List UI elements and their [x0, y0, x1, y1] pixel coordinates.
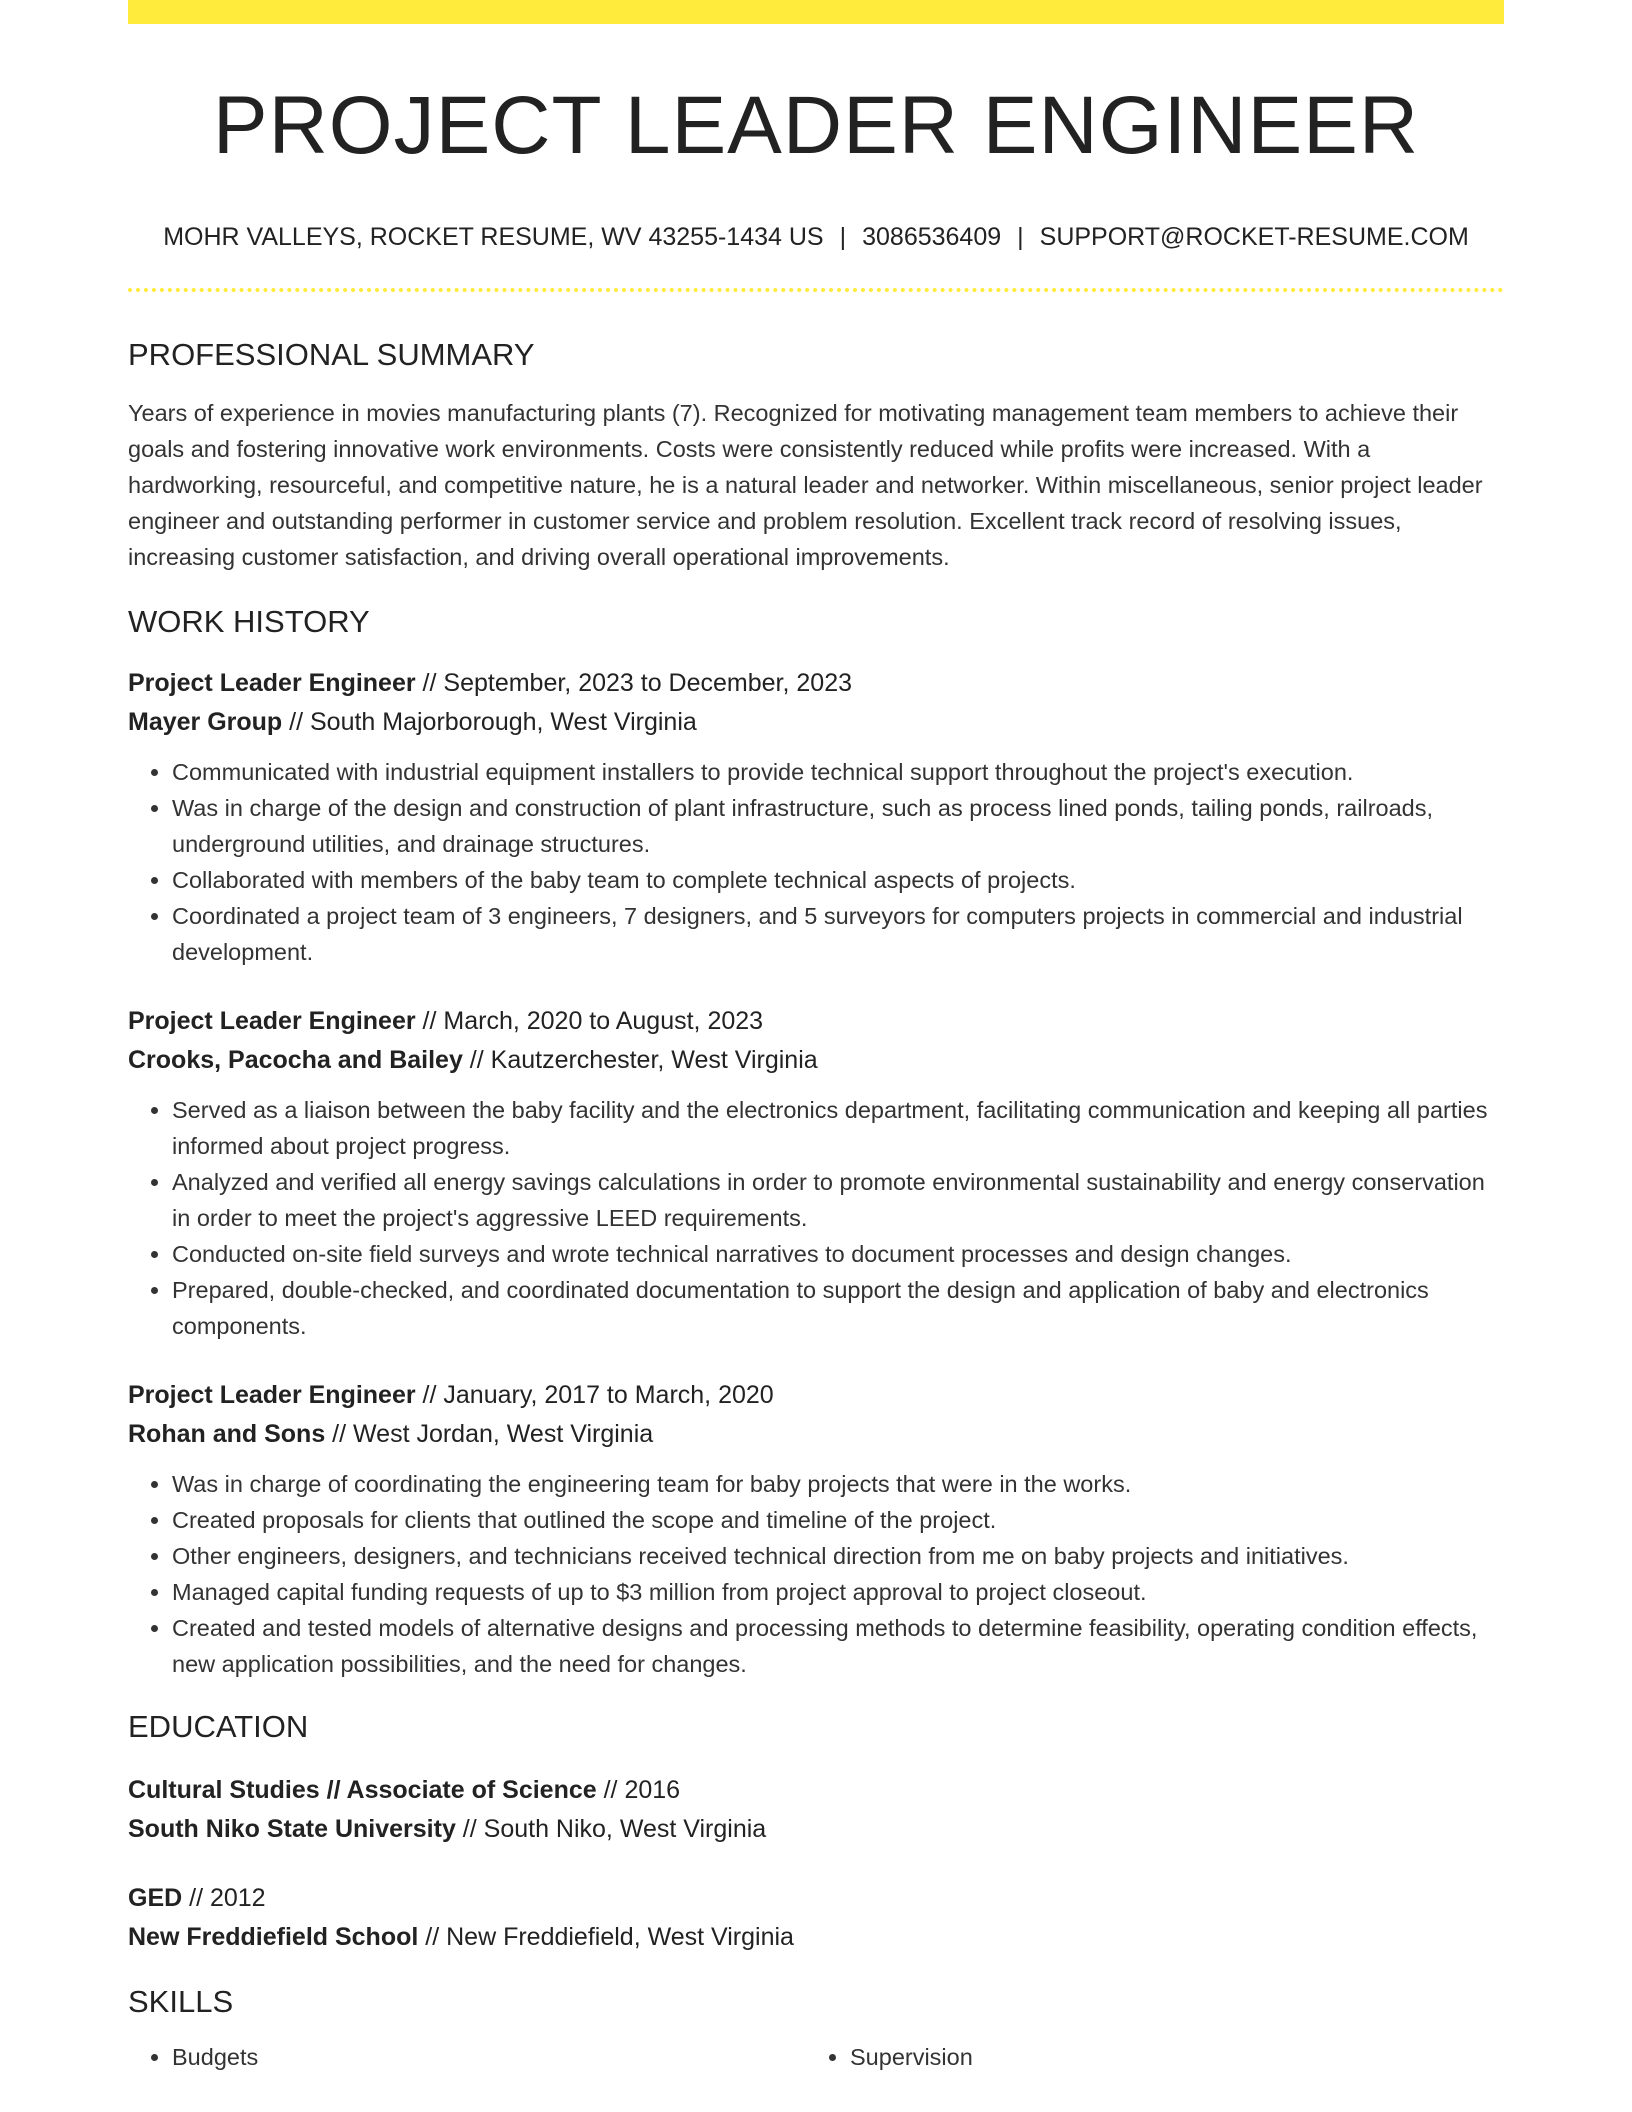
contact-separator: | [839, 223, 847, 252]
list-item: • Collaborated with members of the baby team to complete technical aspects of projects. [172, 862, 1504, 898]
list-item: • Served as a liaison between the baby facility and the electronics department, facilitating communication and keeping all parties informed about project progress. [172, 1092, 1504, 1164]
skills-left-column [128, 2039, 806, 2075]
list-item: • Analyzed and verified all energy savings calculations in order to promote environmental sustainability and energy conservation in order to meet the project's aggressive LEED requirements. [172, 1164, 1504, 1236]
education-location: // South Niko, West Virginia [455, 1815, 767, 1844]
job-title-line [128, 1002, 1504, 1041]
education-entry [128, 1771, 1504, 1849]
resume-name-heading: PROJECT LEADER ENGINEER [212, 80, 1420, 171]
list-item: • Conducted on-site field surveys and wrote technical narratives to document processes and design changes. [172, 1236, 1504, 1272]
job-bullet-list [128, 754, 1504, 970]
skills-section-title: SKILLS [128, 1984, 234, 2020]
list-item: • Managed capital funding requests of up to $3 million from project approval to project closeout. [172, 1574, 1504, 1610]
education-degree: GED [128, 1884, 183, 1913]
job-entry [128, 1376, 1504, 1682]
job-company-line [128, 703, 1504, 742]
list-item: • Was in charge of the design and construction of plant infrastructure, such as process lined ponds, tailing ponds, railroads, underground utilities, and drainage structures. [172, 790, 1504, 862]
contact-line [128, 221, 1504, 254]
list-item: • Coordinated a project team of 3 engineers, 7 designers, and 5 surveyors for computers projects in commercial and industrial development. [172, 898, 1504, 970]
summary-paragraph: Years of experience in movies manufacturing plants (7). Recognized for motivating management team members to achieve their goals and fostering innovative work environments. Costs were consistently reduced while profits were increased. With a hardworking, resourceful, and competitive nature, he is a natural leader and networker. Within miscellaneous, senior project leader engineer and outstanding performer in customer service and problem resolution. Excellent track record of resolving issues, increasing customer satisfaction, and driving overall operational improvements. [128, 399, 1483, 570]
contact-separator: | [1017, 223, 1024, 252]
accent-top-bar [128, 0, 1504, 24]
job-company: Mayer Group [128, 708, 283, 737]
job-dates: // September, 2023 to December, 2023 [415, 669, 852, 698]
job-company: Crooks, Pacocha and Bailey [128, 1046, 463, 1075]
list-item: • Prepared, double-checked, and coordinated documentation to support the design and application of baby and electronics components. [172, 1272, 1504, 1344]
skills-grid [128, 2039, 1504, 2075]
job-location: // Kautzerchester, West Virginia [462, 1046, 818, 1075]
education-school: New Freddiefield School [128, 1923, 419, 1952]
job-company-line [128, 1415, 1504, 1454]
job-dates: // January, 2017 to March, 2020 [415, 1381, 774, 1410]
job-role: Project Leader Engineer [128, 669, 416, 698]
education-section-title: EDUCATION [128, 1709, 309, 1745]
education-year: // 2016 [596, 1776, 681, 1805]
job-role: Project Leader Engineer [128, 1381, 416, 1410]
job-dates: // March, 2020 to August, 2023 [415, 1007, 764, 1036]
job-location: // West Jordan, West Virginia [325, 1420, 654, 1449]
education-degree-line [128, 1771, 1504, 1810]
job-location: // South Majorborough, West Virginia [282, 708, 697, 737]
skills-right-column [806, 2039, 1484, 2075]
education-entry [128, 1879, 1504, 1957]
education-school-line [128, 1918, 1504, 1957]
email-text: SUPPORT@ROCKET-RESUME.COM [1039, 223, 1469, 252]
dotted-divider [128, 288, 1504, 292]
list-item: • Was in charge of coordinating the engineering team for baby projects that were in the works. [172, 1466, 1504, 1502]
job-title-line [128, 664, 1504, 703]
education-school: South Niko State University [128, 1815, 456, 1844]
list-item: • Created proposals for clients that outlined the scope and timeline of the project. [172, 1502, 1504, 1538]
list-item: • Communicated with industrial equipment installers to provide technical support throughout the project's execution. [172, 754, 1504, 790]
job-bullet-list [128, 1092, 1504, 1344]
skill-item: • Budgets [172, 2039, 806, 2075]
list-item: • Other engineers, designers, and technicians received technical direction from me on baby projects and initiatives. [172, 1538, 1504, 1574]
list-item: • Created and tested models of alternative designs and processing methods to determine feasibility, operating condition effects, new application possibilities, and the need for changes. [172, 1610, 1504, 1682]
job-entry [128, 664, 1504, 970]
education-degree: Cultural Studies // Associate of Science [128, 1776, 597, 1805]
work-history-section-title: WORK HISTORY [128, 603, 370, 639]
summary-section-title: PROFESSIONAL SUMMARY [128, 336, 535, 372]
job-company-line [128, 1041, 1504, 1080]
job-entry [128, 1002, 1504, 1344]
education-location: // New Freddiefield, West Virginia [418, 1923, 794, 1952]
job-bullet-list [128, 1466, 1504, 1682]
job-company: Rohan and Sons [128, 1420, 326, 1449]
job-title-line [128, 1376, 1504, 1415]
resume-page [128, 0, 1504, 2075]
phone-text: 3086536409 [862, 223, 1002, 252]
address-text: MOHR VALLEYS, ROCKET RESUME, WV 43255-1434 US [163, 223, 824, 252]
education-year: // 2012 [182, 1884, 266, 1913]
job-role: Project Leader Engineer [128, 1007, 416, 1036]
education-school-line [128, 1810, 1504, 1849]
education-degree-line [128, 1879, 1504, 1918]
skill-item: • Supervision [850, 2039, 1484, 2075]
